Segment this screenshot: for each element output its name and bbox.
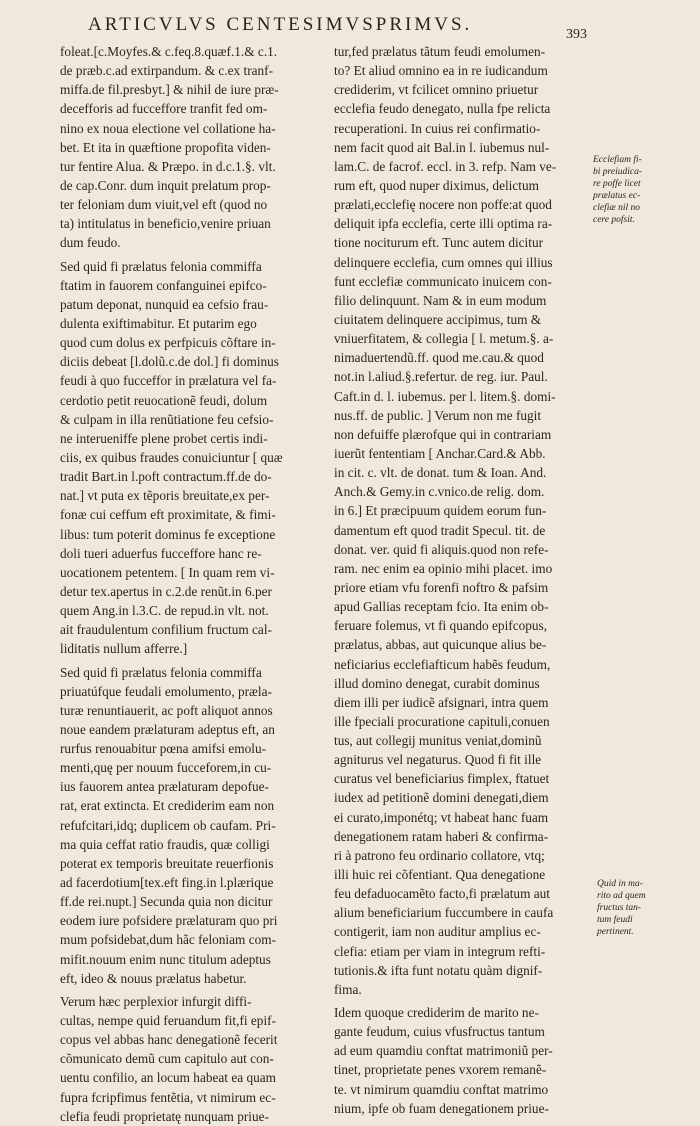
text-line: foleat.[c.Moyfes.& c.feq.8.quæf.1.& c.1. (60, 44, 278, 59)
marginal-note-line: bi preiudica- (593, 167, 642, 177)
text-line: prælatus, abbas, aut quicunque alius be- (334, 637, 547, 653)
text-line: doli tueri aduerfus fucceffore hanc re- (60, 545, 262, 561)
text-line: rat, erat extincta. Et crediderim eam non (60, 798, 275, 814)
marginal-note-line: rito ad quem (597, 891, 646, 901)
text-line: libus: tum poterit dominus fe exceptione (60, 526, 276, 542)
text-line: detur tex.apertus in c.2.de renũt.in 6.per (60, 583, 272, 599)
text-line: ff.de rei.nupt.] Secunda quia non dicitur (60, 894, 273, 910)
text-line: in cit. c. vlt. de donat. tum & Ioan. And. (334, 465, 547, 481)
text-line: filio delinquunt. Nam & in eum modum (334, 292, 547, 308)
text-line: ad facerdotium[tex.eft fing.in l.plærique (60, 875, 274, 891)
text-line: ma quia ceffat ratio fraudis, quæ colligi (60, 836, 270, 852)
text-line: feudi à quo fucceffor in prælatura vel fa- (60, 373, 277, 389)
text-line: crediderim, vt fcilicet omnino priuetur (334, 82, 539, 98)
text-line: Caft.in d. l. iubemus. per l. litem.§. domi- (334, 388, 556, 404)
text-line: ciis, ex quibus fraudes conuiciuntur [ quæ (60, 449, 283, 465)
text-line: nimaduertendũ.ff. quod me.cau.& quod (334, 350, 544, 366)
text-line: damentum eft quod tradit Specul. tit. de (334, 522, 546, 538)
text-line: refufcitari,idq; duplicem ob caufam. Pri- (60, 817, 276, 833)
marginal-note-line: Ecclefiam fi- (593, 155, 642, 165)
marginal-note-line: cere pofsit. (593, 215, 635, 225)
text-line: alium beneficiarium fuccumbere in caufa (334, 905, 554, 921)
text-line: dulenta exiftimabitur. Et putarim ego (60, 315, 257, 331)
text-line: tradit Bart.in l.poft contractum.ff.de do- (60, 469, 272, 485)
text-line: cõmunicato demũ cum capitulo aut con- (60, 1051, 274, 1067)
text-line: diem illi per iudicẽ afsignari, intra quem (334, 694, 549, 710)
text-line: iudex ad petitionẽ domini denegati,diem (334, 790, 549, 806)
text-line: ta) intitulatus in beneficio,venire priuan (60, 216, 271, 232)
text-line: nat.] vt puta ex tẽporis breuitate,ex per- (60, 488, 270, 504)
text-line: apud Gallias receptam fcio. Ita enim ob- (334, 599, 549, 615)
text-line: liditatis nullum afferre.] (60, 641, 188, 657)
text-line: vniuerfitatem, & collegia [ l. metum.§. a- (334, 331, 554, 347)
text-line: cerdotio petit reuocationẽ feudi, dolum (60, 392, 268, 408)
text-line: priuatúfque feudali emolumento, præla- (60, 683, 272, 699)
text-line: fonæ cui ceffum eft proximitate, & fimi- (60, 507, 276, 523)
text-line: to? Et aliud omnino ea in re iudicandum (334, 63, 548, 79)
text-line: tur,fed prælatus tãtum feudi emolumen- (334, 44, 546, 59)
text-line: rum eft, quod nuper diximus, delictum (334, 177, 539, 193)
text-line: ad eum quamdiu conftat matrimoniũ per- (334, 1043, 553, 1059)
text-line: Sed quid fi prælatus felonia commiffa (60, 664, 262, 680)
text-line: illud domino denegat, curabit dominus (334, 675, 540, 691)
text-line: ram. nec enim ea opinio mihi placet. imo (334, 560, 553, 576)
marginal-note-2 (597, 878, 697, 938)
text-line: ne interueniffe plene probet certis indi- (60, 430, 268, 446)
marginal-note-line: tum feudi (597, 915, 633, 925)
text-line: not.in l.aliud.§.refertur. de reg. iur. Paul. (334, 369, 548, 385)
text-line: clefia: etiam per viam in integrum refti- (334, 943, 546, 959)
text-line: funt ecclefiæ communicato inuicem con- (334, 273, 552, 289)
text-line: menti,quę per nouum fucceforem,in cu- (60, 760, 272, 776)
text-line: miffa.de fil.presbyt.] & nihil de iure præ- (60, 82, 279, 98)
text-line: ftatim in fauorem confanguinei epifco- (60, 277, 267, 293)
text-line: dum feudo. (60, 235, 121, 251)
text-line: ter feloniam dum viuit,vel eft (quod no (60, 197, 268, 213)
text-line: eft, ideo & nouus prælatus habetur. (60, 970, 247, 986)
text-line: diciis debeat [l.dolũ.c.de dol.] fi dominus (60, 354, 279, 370)
text-line: priore etiam vfu forenfi noftro & pafsim (334, 579, 549, 595)
text-line: denegationem ratam haberi & confirma- (334, 828, 549, 844)
text-line: poterat ex temporis breuitate reuerfionis (60, 855, 274, 871)
text-line: nino ex noua electione vel collatione ha- (60, 120, 276, 136)
text-line: Anch.& Gemy.in c.vnico.de relig. dom. (334, 484, 545, 500)
text-line: in 6.] Et præcipuum quidem eorum fun- (334, 503, 547, 519)
text-line: tur fentire Alua. & Præpo. in d.c.1.§. vlt. (60, 158, 276, 174)
text-line: fima. (334, 981, 362, 997)
text-line: lam.C. de facrof. eccl. in 3. refp. Nam ve- (334, 158, 557, 174)
text-line: de cap.Conr. dum inquit prelatum prop- (60, 177, 271, 193)
text-line: te. vt nimirum quamdiu conftat matrimo (334, 1081, 549, 1097)
text-line: quod cum dolus ex perfpicuis cõftare in- (60, 335, 276, 351)
text-line: cultas, nempe quid feruandum fit,fi epif- (60, 1013, 277, 1029)
text-line: illi huic rei cõfentiant. Qua denegatione (334, 867, 546, 883)
text-line: tione nociturum eft. Tunc autem dicitur (334, 235, 544, 251)
text-line: tus, aut collegij munitus veniat,dominũ (334, 733, 542, 749)
marginal-note-line: pertinent. (597, 927, 634, 937)
text-line: fupra fcripfimus fentẽtia, vt nimirum ec- (60, 1089, 276, 1105)
text-line: feruare folemus, vt fi quando epifcopus, (334, 618, 548, 634)
text-line: feu defaduocamẽto facto,fi prælatum aut (334, 886, 550, 902)
text-line: copus vel abbas hanc denegationẽ fecerit (60, 1032, 278, 1048)
text-line: prælati,ecclefię nocere non poffe:at quod (334, 197, 552, 213)
text-line: recuperationi. In cuius rei confirmatio- (334, 120, 541, 136)
marginal-note-line: re poffe licet (593, 179, 641, 189)
marginal-note-1 (593, 154, 693, 226)
text-line: donat. ver. quid fi aliquis.quod non refe- (334, 541, 549, 557)
text-line: ri à patrono feu ordinario collatore, vtq; (334, 847, 545, 863)
text-line: uentu confilio, an locum habeat ea quam (60, 1070, 276, 1086)
text-line: iuerũt fententiam [ Anchar.Card.& Abb. (334, 445, 546, 461)
text-line: & culpam in illa renũtiatione feu cefsio- (60, 411, 274, 427)
text-line: mifit.nouum enim nunc titulum adeptus (60, 951, 271, 967)
text-line: agniturus vel negaturus. Quod fi fit ille (334, 752, 542, 768)
text-line: rurfus renouabitur pœna amifsi emolu- (60, 741, 267, 757)
text-line: ille fpeciali procuratione capituli,conuen (334, 713, 550, 729)
text-line: nus.ff. de public. ] Verum non me fugit (334, 407, 542, 423)
marginal-note-line: Quid in ma- (597, 879, 643, 889)
text-line: ciuitatem delinquere accipimus, tum & (334, 311, 542, 327)
text-line: Idem quoque crediderim de marito ne- (334, 1005, 539, 1021)
text-line: de præb.c.ad extirpandum. & c.ex tranf- (60, 63, 274, 79)
text-line: Sed quid fi prælatus felonia commiffa (60, 258, 262, 274)
text-line: tinet, proprietate penes vxorem remanẽ- (334, 1062, 547, 1078)
text-line: nem facit quod ait Bal.in l. iubemus nul- (334, 139, 550, 155)
text-line: tutionis.& ifta funt notatu quàm dignif- (334, 962, 543, 978)
running-head: ARTICVLVS CENTESIMVSPRIMVS. (88, 14, 473, 35)
text-line: gante feudum, cuius vfusfructus tantum (334, 1024, 545, 1040)
text-line: mum pofsidebat,dum hãc feloniam com- (60, 932, 277, 948)
text-line: quem Ang.in l.3.C. de repud.in vlt. not. (60, 603, 269, 619)
marginal-note-line: clefiæ nil no (593, 203, 640, 213)
text-line: clefia feudi proprietatę nunquam priue- (60, 1108, 269, 1124)
text-line: ei curato,imponétq; vt habeat hanc fuam (334, 809, 549, 825)
text-line: neficiarius ecclefiafticum habẽs feudum, (334, 656, 551, 672)
text-line: uocationem petentem. [ In quam rem vi- (60, 564, 275, 580)
text-line: curatus vel beneficiarius fimplex, ftatuet (334, 771, 550, 787)
text-line: eodem iure pofsidere prælaturam quo pri (60, 913, 278, 929)
text-line: non defuiffe plærofque qui in contrariam (334, 426, 552, 442)
text-line: noue eandem prælaturam adeptus eft, an (60, 721, 275, 737)
text-line: delinquere ecclefia, cum omnes qui illius (334, 254, 553, 270)
text-line: ius fauorem antea prælaturam depofue- (60, 779, 269, 795)
text-line: Verum hæc perplexior infurgit diffi- (60, 993, 252, 1009)
right-column (334, 42, 596, 1118)
text-line: nium, ipfe ob fuam denegationem priue- (334, 1100, 549, 1116)
text-line: ecclefia feudo denegato, nulla fpe relicta (334, 101, 551, 117)
left-column (60, 42, 322, 1126)
text-line: patum deponat, nunquid ea cefsio frau- (60, 296, 269, 312)
text-line: turæ renuntiauerit, ac poft aliquot annos (60, 702, 273, 718)
text-line: bet. Et ita in quæftione propofita viden- (60, 139, 271, 155)
text-line: decefforis ad fucceffore tranfit fed om- (60, 101, 268, 117)
text-line: ait fraudulentum confilium fructum cal- (60, 622, 272, 638)
text-line: deliquit ipfa ecclefia, certe illi optima ra- (334, 216, 553, 232)
marginal-note-line: fructus tan- (597, 903, 642, 913)
marginal-note-line: prælatus ec- (593, 191, 641, 201)
text-line: contigerit, iam non auditur amplius ec- (334, 924, 541, 940)
page-number: 393 (566, 27, 587, 42)
